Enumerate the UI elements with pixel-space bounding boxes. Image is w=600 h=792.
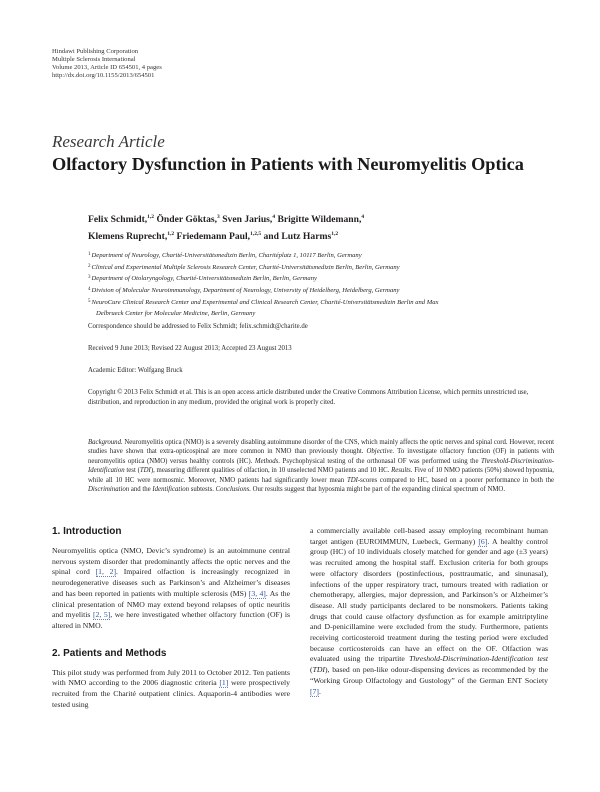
affiliations [88,250,554,319]
author-line-1 [88,210,364,227]
doi-link[interactable]: http://dx.doi.org/10.1155/2013/654501 [52,72,155,79]
citation-link[interactable]: [1, 2] [95,567,117,577]
citation-link[interactable]: [1] [219,678,229,688]
author: Felix Schmidt,$^{1,2}$ [88,214,155,226]
affiliation: $^5$NeuroCure Clinical Research Center and Experimental and Clinical Research Center, Charité-Universitätsmedizin Berlin and Max [88,298,439,306]
citation-link[interactable]: [2, 5] [92,610,111,620]
affiliation: $^1$Department of Neurology, Charité-Universitätsmedizin Berlin, Charitéplatz 1, 10117 Berlin, Germany [88,252,362,259]
citation-link[interactable]: [3, 4] [248,588,266,598]
section-heading-introduction: 1. Introduction [52,526,122,537]
left-column [52,526,290,710]
methods-paragraph-continued: a commercially available cell-based assay employing recombinant human target antigen (EUROIMMUN, Luebeck, Germany) [6]. A healthy control group (HC) of 10 individuals closely matched for gender and age (±3 years) was recruited among the hospital staff. Exclusion criteria for both groups were olfactory disorders (postinfectious, posttraumatic, and sinunasal), infections of the upper respiratory tract, tumours treated with radiation or chemotherapy, allergies, major depression, and Parkinson’s or Alzheimer’s disease. All study participants declared to be nonsmokers. Patients taking drugs that could cause olfactory dysfunction as for example amitriptyline and D-penicillamine were excluded from the study. Furthermore, patients receiving corticosteroid treatment during the testing period were excluded because corticosteroids can have an effect on the OF. Olfaction was evaluated using the tripartite Threshold-Discrimination-Identification test (TDI), based on pen-like odour-dispensing devices as recommended by the “Working Group Olfactology and Gustology” of the German ENT Society [7]. [310,526,548,696]
affiliation: $^2$Clinical and Experimental Multiple Sclerosis Research Center, Charité-Universitätsmedizin Berlin, Berlin, Germany [88,263,400,271]
article-type: Research Article [52,132,165,151]
author: Friedemann Paul,$^{1,2,5}$ [176,231,262,243]
correspondence: Correspondence should be addressed to Felix Schmidt; felix.schmidt@charite.de [88,323,308,330]
academic-editor: Academic Editor: Wolfgang Bruck [88,367,183,374]
methods-paragraph: This pilot study was performed from July 2011 to October 2012. Ten patients with NMO according to the 2006 diagnostic criteria [1] were prospectively recruited from the Charité outpatient clinics. Aquaporin-4 antibodies were tested using [52,667,290,709]
right-column [310,526,548,697]
author-line-2 [88,227,364,244]
volume-info: Volume 2013, Article ID 654501, 4 pages [52,64,162,71]
citation-link[interactable]: [7] [310,686,319,696]
affiliation: $^3$Department of Otolaryngology, Charité-Universitätsmedizin Berlin, Berlin, Germany [88,275,317,283]
author: Klemens Ruprecht,$^{1,2}$ [88,231,175,243]
section-heading-methods: 2. Patients and Methods [52,647,167,659]
publisher-name: Hindawi Publishing Corporation [52,48,139,55]
affiliation-continued: Delbrueck Center for Molecular Medicine, Berlin, Germany [96,309,256,317]
affiliation: $^4$Division of Molecular Neuroimmunology, Department of Neurology, University of Heidelberg, Heidelberg, Germany [88,287,400,295]
author: Brigitte Wildemann,$^4$ [277,214,365,226]
article-title: Olfactory Dysfunction in Patients with Neuromyelitis Optica [52,154,524,174]
citation-link[interactable]: [6] [478,536,488,546]
article-dates: Received 9 June 2013; Revised 22 August 2013; Accepted 23 August 2013 [88,345,292,352]
author: Önder Göktas,$^3$ [156,214,220,226]
abstract: Background. Neuromyelitis optica (NMO) is a severely disabling autoimmune disorder of the CNS, which mainly affects the optic nerves and spinal cord. However, recent studies have shown that extra-opticospinal are more common in NMO than previously thought. Objective. To investigate olfactory function (OF) in patients with neuromyelitis optica (NMO) versus healthy controls (HC). Methods. Psychophysical testing of the orthonasal OF was performed using the Threshold-Discrimination-Identification test (TDI), measuring different qualities of olfaction, in 10 unselected NMO patients and 10 HC. Results. Five of 10 NMO patients (50%) showed hyposmia, while all 10 HC were normosmic. Moreover, NMO patients had significantly lower mean TDI-scores compared to HC, based on a poorer performance in both the Discrimination and the Identification subtests. Conclusions. Our results suggest that hyposmia might be part of the expanding clinical spectrum of NMO. [88,439,554,494]
journal-name: Multiple Sclerosis International [52,56,136,63]
copyright-notice: Copyright © 2013 Felix Schmidt et al. This is an open access article distributed under the Creative Commons Attribution License, which permits unrestricted use, distribution, and reproduction in any medium, provided the original work is properly cited. [88,389,529,406]
author-list [88,210,364,244]
publisher-info [52,48,162,80]
author: and Lutz Harms$^{1,2}$ [263,231,339,243]
author: Sven Jarius,$^4$ [222,214,276,226]
intro-paragraph: Neuromyelitis optica (NMO, Devic’s syndrome) is an autoimmune central nervous system disorder that predominantly affects the optic nerves and the spinal cord [1, 2]. Impaired olfaction is increasingly recognized in neurodegenerative diseases such as Parkinson’s and Alzheimer’s diseases and has been reported in patients with multiple sclerosis (MS) [3, 4]. As the clinical presentation of NMO may extend beyond relapses of optic neuritis and myelitis [2, 5], we here investigated whether olfactory function (OF) is altered in NMO. [52,546,291,630]
